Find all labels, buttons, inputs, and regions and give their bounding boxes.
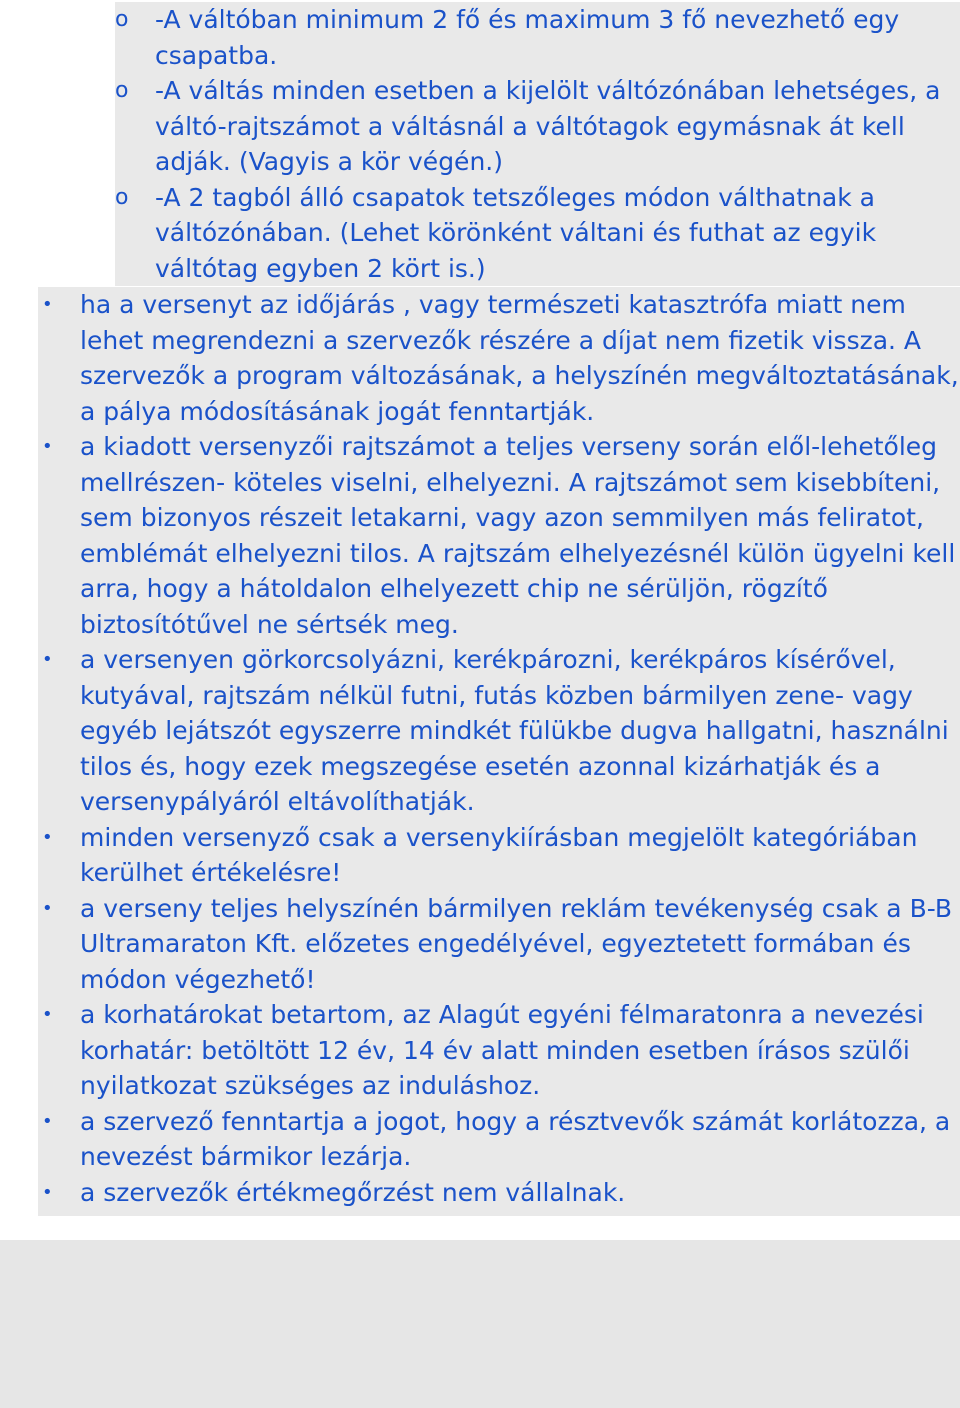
list-item-text: a versenyen görkorcsolyázni, kerékpározni, kerékpáros kísérővel, kutyával, rajtszám nélkül futni, futás közben bármilyen zene- vagy egyéb lejátszót egyszerre mindkét fülükbe dugva hallgatni, használni tilos és, hogy ezek megszegése esetén azonnal kizárhatják és a versenypályáról eltávolíthatják. xyxy=(80,645,949,816)
dot-bullet-icon: • xyxy=(42,1181,53,1203)
list-item xyxy=(38,997,960,1104)
list-item-text: a korhatárokat betartom, az Alagút egyéni félmaratonra a nevezési korhatár: betöltött 12 év, 14 év alatt minden esetben írásos szülői nyilatkozat szükséges az induláshoz. xyxy=(80,1000,924,1100)
list-item-text: -A váltóban minimum 2 fő és maximum 3 fő nevezhető egy csapatba. xyxy=(155,5,900,70)
list-item xyxy=(115,73,960,180)
circle-bullet-icon: o xyxy=(115,7,129,32)
list-item-text: a verseny teljes helyszínén bármilyen reklám tevékenység csak a B-B Ultramaraton Kft. előzetes engedélyével, egyeztetett formában és módon végezhető! xyxy=(80,893,953,994)
list-item-text: -A váltás minden esetben a kijelölt váltózónában lehetséges, a váltó-rajtszámot a váltásnál a váltótagok egymásnak át kell adják. (Vagyis a kör végén.) xyxy=(155,76,941,176)
list-item xyxy=(115,180,960,287)
dot-bullet-icon: • xyxy=(42,294,53,315)
list-item xyxy=(38,820,960,891)
list-item-text: minden versenyző csak a versenykiírásban megjelölt kategóriában kerülhet értékelésre! xyxy=(80,822,918,887)
list-item xyxy=(38,891,960,998)
dot-bullet-icon: • xyxy=(42,1110,53,1132)
circle-bullet-icon: o xyxy=(115,78,129,103)
dot-bullet-icon: • xyxy=(42,649,53,670)
dot-bullet-icon: • xyxy=(42,1004,53,1025)
dot-bullet-icon: • xyxy=(42,436,53,457)
list-item-text: a szervező fenntartja a jogot, hogy a résztvevők számát korlátozza, a nevezést bármikor lezárja. xyxy=(80,1106,951,1171)
list-item xyxy=(38,429,960,642)
blank-footer-area xyxy=(0,1240,960,1408)
circle-bullet-icon: o xyxy=(115,184,129,210)
race-rules-list xyxy=(38,287,960,1216)
list-item-text: ha a versenyt az időjárás , vagy természeti katasztrófa miatt nem lehet megrendezni a szervezők részére a díjat nem fizetik vissza. A szervezők a program változásának, a helyszínén megváltoztatásának, a pálya módosításának jogát fenntartják. xyxy=(80,290,959,426)
list-item xyxy=(38,1104,960,1175)
dot-bullet-icon: • xyxy=(42,826,53,848)
relay-rules-sublist xyxy=(115,2,960,286)
list-item xyxy=(38,287,960,429)
list-item xyxy=(38,642,960,820)
list-item-text: -A 2 tagból álló csapatok tetszőleges módon válthatnak a váltózónában. (Lehet körönként váltani és futhat az egyik váltótag egyben 2 kört is.) xyxy=(155,182,877,283)
list-item-text: a kiadott versenyzői rajtszámot a teljes verseny során elől-lehetőleg mellrészen- köteles viselni, elhelyezni. A rajtszámot sem kisebbíteni, sem bizonyos részeit letakarni, vagy azon semmilyen más feliratot, emblémát elhelyezni tilos. A rajtszám elhelyezésnél külön ügyelni kell arra, hogy a hátoldalon elhelyezett chip ne sérüljön, rögzítő biztosítótűvel ne sértsék meg. xyxy=(80,432,956,639)
list-item xyxy=(38,1175,960,1211)
dot-bullet-icon: • xyxy=(42,897,53,919)
list-item-text: a szervezők értékmegőrzést nem vállalnak. xyxy=(80,1177,626,1207)
list-item xyxy=(115,2,960,73)
